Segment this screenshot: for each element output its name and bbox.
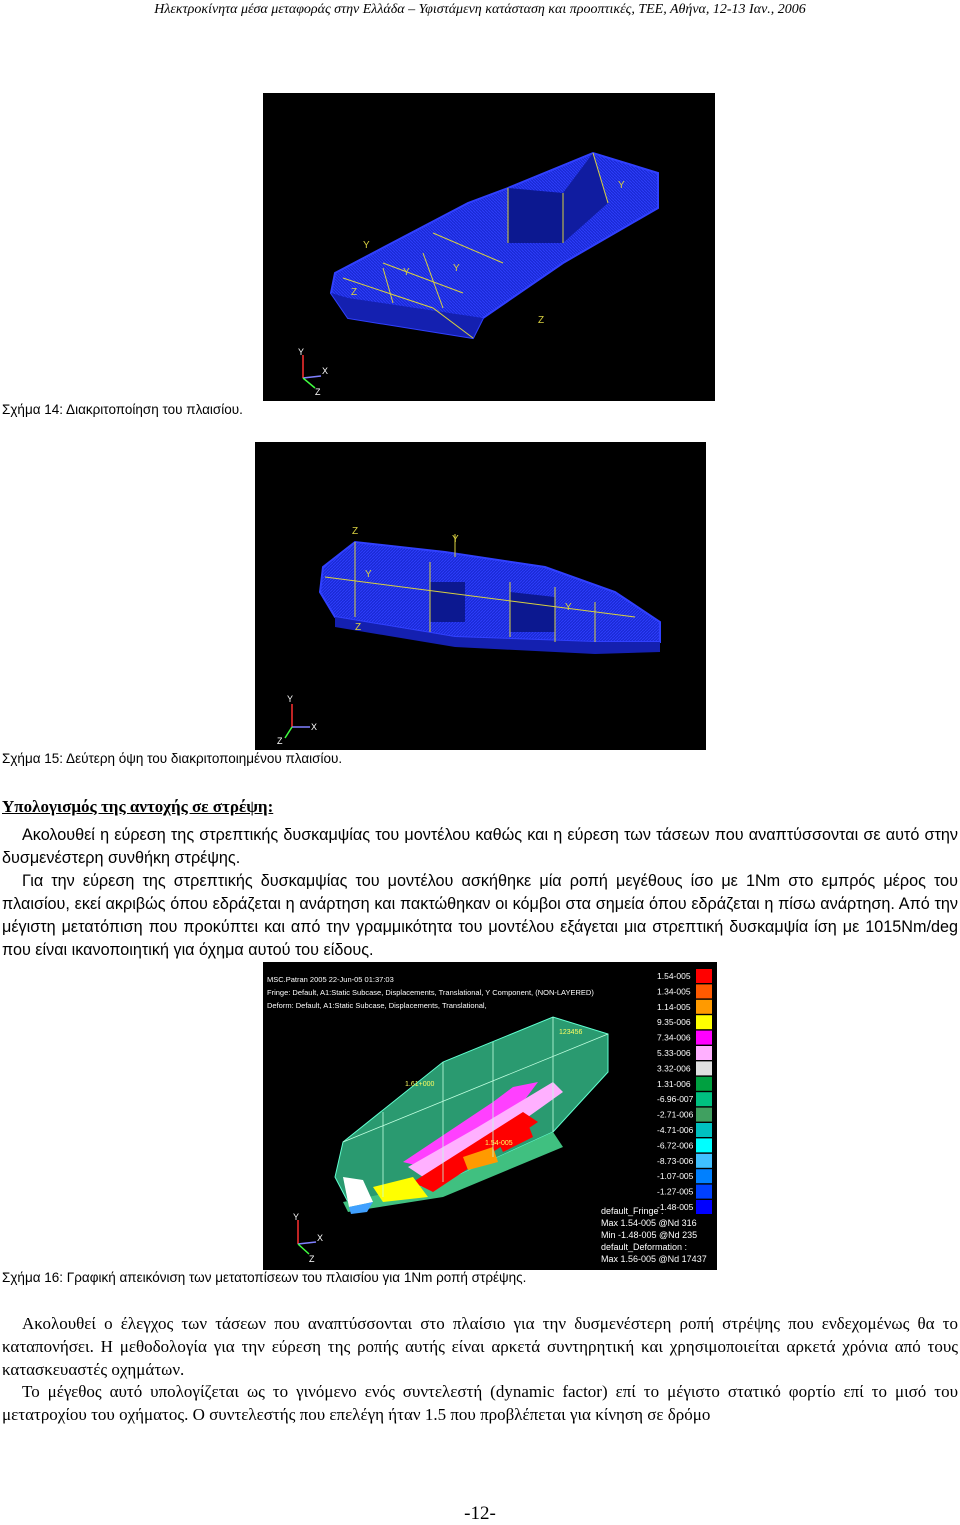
svg-text:Z: Z — [351, 287, 358, 298]
axis-z-label: Z — [315, 387, 321, 397]
axis-y-label: Y — [298, 347, 305, 357]
fem-info-line: default_Deformation : — [601, 1242, 688, 1252]
axis-y-label: Y — [293, 1212, 300, 1222]
fem-header-line-3: Deform: Default, A1:Static Subcase, Displacements, Translational, — [267, 1001, 487, 1010]
legend-swatch — [696, 984, 712, 998]
legend-value: 1.31-006 — [657, 1078, 691, 1089]
legend-value: 3.32-006 — [657, 1063, 691, 1074]
figure-16-displacement-plot — [263, 962, 717, 1270]
axis-x-label: X — [311, 722, 318, 732]
svg-text:Y: Y — [618, 180, 625, 191]
legend-swatch — [696, 1169, 712, 1183]
svg-text:Y: Y — [403, 267, 410, 278]
figure-15-mesh-view — [255, 442, 706, 750]
legend-value: 5.33-006 — [657, 1048, 691, 1058]
legend-swatch — [696, 1015, 712, 1029]
svg-text:Z: Z — [352, 526, 359, 537]
legend-value: 1.54-005 — [657, 971, 691, 981]
fem-info-line: default_Fringe : — [601, 1206, 664, 1216]
legend-swatch — [696, 1077, 712, 1091]
fem-label-mid: 1.54-005 — [485, 1140, 513, 1147]
svg-text:Y: Y — [453, 263, 460, 274]
closing-paragraph-1: Ακολουθεί ο έλεγχος των τάσεων που αναπτύσσονται στο πλαίσιο για την δυσμενέστερη ροπή στρέψης που ενδεχομένως θα το καταπονήσει. Η μεθοδολογία για την εύρεση της ροπής αυτής είναι αρκετά συντηρητική και χρησιμοποιείται αρκετά χρόνια από τους κατασκευαστές οχημάτων. — [2, 1314, 958, 1379]
legend-swatch — [696, 1185, 712, 1199]
legend-swatch — [696, 1123, 712, 1137]
axis-z-label: Z — [277, 736, 283, 746]
legend-swatch — [696, 1031, 712, 1045]
running-header: Ηλεκτροκίνητα μέσα μεταφοράς στην Ελλάδα – Υφιστάμενη κατάσταση και προοπτικές, ΤΕΕ, Αθήνα, 12-13 Ιαν., 2006 — [154, 2, 806, 17]
legend-value: -1.27-005 — [657, 1186, 694, 1197]
svg-text:Z: Z — [538, 315, 545, 326]
svg-text:Z: Z — [355, 622, 362, 633]
legend-swatch — [696, 1061, 712, 1075]
svg-text:Y: Y — [365, 569, 372, 580]
figure-15-caption: Σχήμα 15: Δεύτερη όψη του διακριτοποιημένου πλαισίου. — [2, 751, 343, 766]
section-paragraph-1: Ακολουθεί η εύρεση της στρεπτικής δυσκαμψίας του μοντέλου καθώς και η εύρεση των τάσεων που αναπτύσσονται σε αυτό στην δυσμενέστερη συνθήκη στρέψης. — [2, 826, 958, 867]
fem-info-line: Min -1.48-005 @Nd 235 — [601, 1230, 698, 1240]
svg-text:Y: Y — [363, 240, 370, 251]
section-title: Υπολογισμός της αντοχής σε στρέψη: — [2, 797, 274, 816]
axis-z-label: Z — [309, 1254, 315, 1264]
legend-value: -6.72-006 — [657, 1140, 694, 1151]
closing-paragraph-2: Το μέγεθος αυτό υπολογίζεται ως το γινόμενο ενός συντελεστή (dynamic factor) επί το μέγιστο στατικό φορτίο επί το μισό του μετατροχίου του οχήματος. Ο συντελεστής που επελέγη ήταν 1.5 που προβλέπεται για κίνηση σε δρόμο — [2, 1382, 958, 1424]
figure-14-caption: Σχήμα 14: Διακριτοποίηση του πλαισίου. — [2, 402, 243, 417]
legend-value: -2.71-006 — [657, 1109, 694, 1120]
fem-header-line-1: MSC.Patran 2005 22-Jun-05 01:37:03 — [267, 975, 394, 984]
legend-swatch — [696, 1046, 712, 1060]
fem-label-right: 123456 — [559, 1029, 583, 1036]
section-paragraph-2: Για την εύρεση της στρεπτικής δυσκαμψίας του μοντέλου ασκήθηκε μία ροπή μεγέθους ίσο με 1Nm στο εμπρός μέρος του πλαισίου, εκεί ακριβώς όπου εδράζεται η ανάρτηση και πακτώθηκαν οι κόμβοι στα σημεία όπου εδράζεται η πίσω ανάρτηση. Από την μέγιστη μετατόπιση που προκύπτει και από την γραμμικότητα του μοντέλου εξάγεται μια στρεπτική δυσκαμψία ίση με 1015Nm/deg που είναι ικανοποιητική για όχημα αυτού του είδους. — [2, 872, 958, 959]
fem-header-line-2: Fringe: Default, A1:Static Subcase, Displacements, Translational, Y Component, (NON-LAYERED) — [267, 988, 594, 997]
legend-swatch — [696, 969, 712, 983]
axis-x-label: X — [322, 366, 329, 376]
axis-x-label: X — [317, 1233, 324, 1243]
legend-swatch — [696, 1108, 712, 1122]
legend-swatch — [696, 1138, 712, 1152]
fem-info-line: Max 1.54-005 @Nd 316 — [601, 1218, 697, 1228]
legend-value: -4.71-006 — [657, 1125, 694, 1135]
fem-info-line: Max 1.56-005 @Nd 17437 — [601, 1254, 707, 1264]
svg-text:Y: Y — [452, 534, 459, 545]
legend-swatch — [696, 1154, 712, 1168]
figure-16-caption: Σχήμα 16: Γραφική απεικόνιση των μετατοπίσεων του πλαισίου για 1Nm ροπή στρέψης. — [2, 1270, 527, 1285]
legend-value: -6.96-007 — [657, 1094, 694, 1105]
legend-value: -1.48-005 — [657, 1202, 694, 1212]
page-number: -12- — [464, 1503, 496, 1524]
legend-swatch — [696, 1000, 712, 1014]
legend-value: 9.35-006 — [657, 1017, 691, 1028]
svg-text:Y: Y — [565, 602, 572, 613]
figure-14-mesh-view — [263, 93, 715, 401]
legend-value: 1.34-005 — [657, 986, 691, 997]
legend-value: 1.14-005 — [657, 1001, 691, 1012]
legend-swatch — [696, 1092, 712, 1106]
legend-value: -8.73-006 — [657, 1155, 694, 1166]
axis-y-label: Y — [287, 694, 294, 704]
legend-value: 7.34-006 — [657, 1032, 691, 1043]
legend-swatch — [696, 1200, 712, 1214]
legend-value: -1.07-005 — [657, 1171, 694, 1182]
fem-label-top: 1.61+000 — [405, 1081, 435, 1088]
